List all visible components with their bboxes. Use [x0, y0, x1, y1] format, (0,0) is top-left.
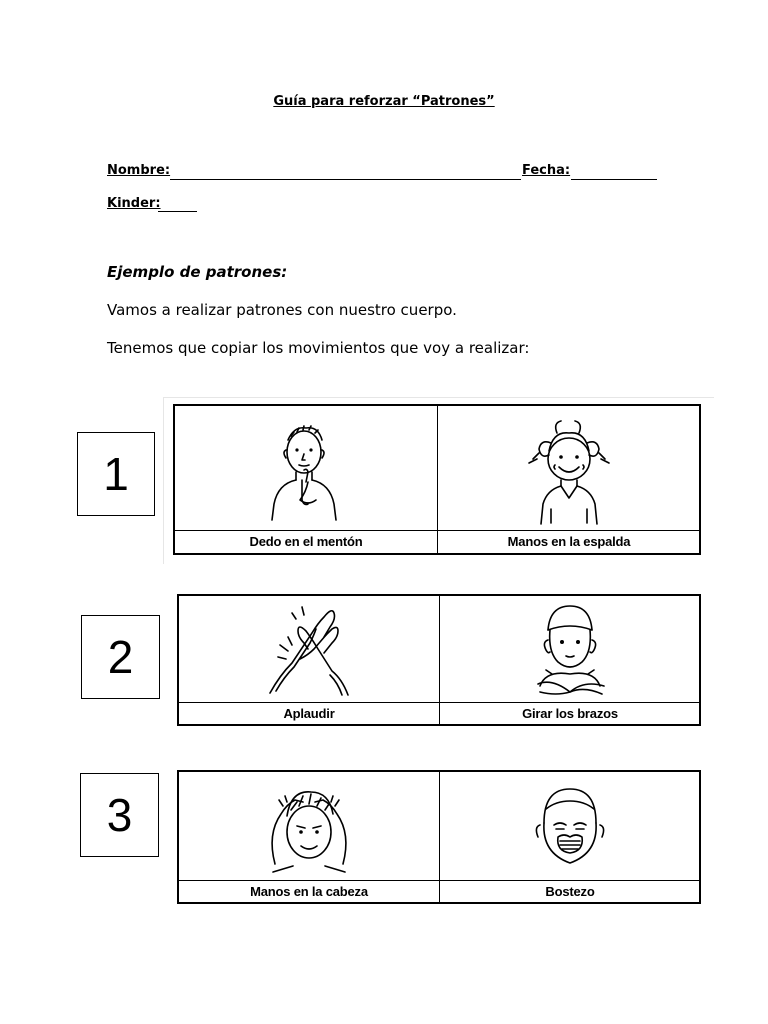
fecha-label: Fecha: — [522, 163, 571, 178]
fecha-field[interactable] — [571, 179, 657, 180]
yawn-icon — [530, 779, 610, 873]
pattern-3-left — [179, 772, 439, 902]
nombre-field[interactable] — [170, 179, 521, 180]
pattern-1-right — [437, 406, 700, 553]
pattern-2-right-caption: Girar los brazos — [440, 702, 700, 724]
pattern-3-left-caption: Manos en la cabeza — [179, 880, 439, 902]
nombre-label: Nombre: — [107, 163, 171, 178]
clapping-hands-icon — [264, 601, 354, 697]
pattern-2-right — [439, 596, 700, 724]
pattern-1-right-caption: Manos en la espalda — [438, 530, 700, 553]
finger-on-chin-icon — [266, 414, 346, 524]
rolling-arms-icon — [530, 600, 610, 698]
hands-behind-back-icon — [521, 413, 617, 525]
pattern-card-2 — [177, 594, 701, 726]
pattern-card-3 — [177, 770, 701, 904]
kinder-field[interactable] — [158, 211, 197, 212]
pattern-2-left-caption: Aplaudir — [179, 702, 439, 724]
kinder-label: Kinder: — [107, 196, 161, 211]
examples-heading: Ejemplo de patrones: — [107, 263, 288, 281]
pattern-2-left — [179, 596, 439, 724]
pattern-3-right-caption: Bostezo — [440, 880, 700, 902]
pattern-number-1: 1 — [77, 432, 155, 516]
instruction-line-2: Tenemos que copiar los movimientos que voy a realizar: — [107, 339, 530, 357]
hands-on-head-icon — [261, 776, 357, 876]
page-title: Guía para reforzar “Patrones” — [273, 94, 495, 109]
pattern-number-2: 2 — [81, 615, 160, 699]
instruction-line-1: Vamos a realizar patrones con nuestro cuerpo. — [107, 301, 457, 319]
pattern-card-1 — [173, 404, 701, 555]
pattern-3-right — [439, 772, 700, 902]
pattern-number-3: 3 — [80, 773, 159, 857]
pattern-1-left-caption: Dedo en el mentón — [175, 530, 437, 553]
pattern-1-left — [175, 406, 437, 553]
